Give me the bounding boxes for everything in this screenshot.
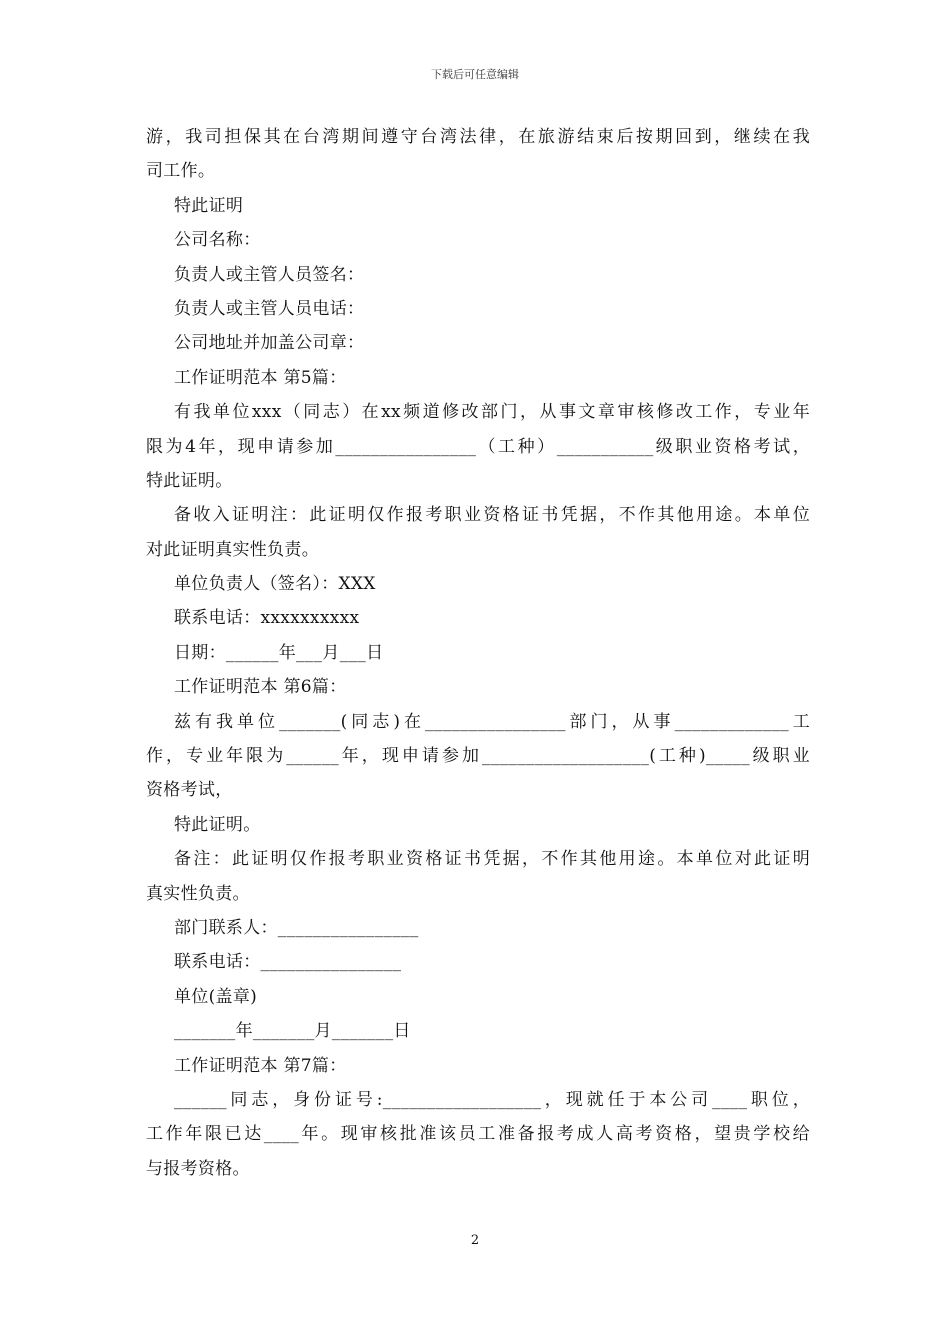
form-field-phone: 联系电话：xxxxxxxxxx <box>174 608 360 629</box>
form-field-date: 日期：______年___月___日 <box>174 642 384 663</box>
paragraph-line: 特此证明。 <box>146 470 233 491</box>
form-field-signer: 单位负责人（签名）：XXX <box>174 574 376 595</box>
paragraph-line: 备收入证明注：此证明仅作报考职业资格证书凭据，不作其他用途。本单位 <box>174 505 810 526</box>
paragraph-line: 真实性负责。 <box>146 883 250 904</box>
paragraph-line: 特此证明。 <box>174 814 261 835</box>
paragraph-line: 备注：此证明仅作报考职业资格证书凭据，不作其他用途。本单位对此证明 <box>174 849 810 870</box>
form-field-date: _______年_______月_______日 <box>174 1021 411 1042</box>
page-header: 下载后可任意编辑 <box>431 68 519 81</box>
form-field-phone: 负责人或主管人员电话： <box>174 298 365 319</box>
form-field-signature: 负责人或主管人员签名： <box>174 264 365 285</box>
form-field-stamp: 单位(盖章) <box>174 986 258 1007</box>
paragraph-line: 兹有我单位_______(同志)在________________部门，从事_____________工 <box>174 711 810 732</box>
section-heading: 工作证明范本 第6篇： <box>174 677 347 698</box>
section-heading: 工作证明范本 第7篇： <box>174 1055 347 1076</box>
form-field-phone: 联系电话：________________ <box>174 952 402 973</box>
paragraph-line: 作，专业年限为______年，现申请参加___________________(工种)_____级职业 <box>146 746 810 767</box>
paragraph-line: 与报考资格。 <box>146 1158 250 1179</box>
document-body <box>146 120 810 1186</box>
page-number: 2 <box>470 1233 480 1248</box>
paragraph-line: 司工作。 <box>146 161 216 182</box>
paragraph-line: 游，我司担保其在台湾期间遵守台湾法律，在旅游结束后按期回到，继续在我 <box>146 127 810 147</box>
section-heading: 工作证明范本 第5篇： <box>174 367 347 388</box>
form-field-address: 公司地址并加盖公司章： <box>174 333 365 354</box>
paragraph-line: 有我单位xxx（同志）在xx频道修改部门，从事文章审核修改工作，专业年 <box>174 402 810 423</box>
paragraph-line: 限为4年，现申请参加________________（工种）___________级职业资格考试， <box>146 436 810 457</box>
paragraph-line: 对此证明真实性负责。 <box>146 539 319 560</box>
paragraph-line: ______同志，身份证号:__________________，现就任于本公司____职位， <box>174 1089 810 1110</box>
form-field-company-name: 公司名称： <box>174 230 261 251</box>
paragraph-line: 资格考试， <box>146 780 233 801</box>
paragraph-line: 特此证明 <box>174 195 244 216</box>
paragraph-line: 工作年限已达____年。现审核批准该员工准备报考成人高考资格，望贵学校给 <box>146 1124 810 1145</box>
form-field-contact: 部门联系人：________________ <box>174 917 419 938</box>
